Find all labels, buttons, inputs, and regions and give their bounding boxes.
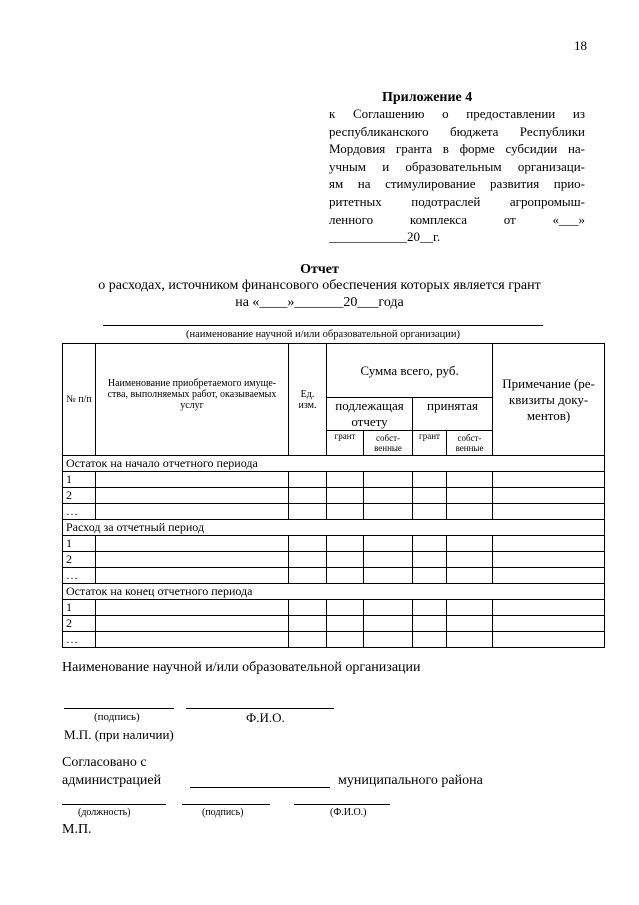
section-title: Остаток на конец отчетного периода bbox=[63, 584, 605, 600]
row-num: … bbox=[63, 568, 96, 584]
fio-caption: Ф.И.О. bbox=[246, 710, 285, 725]
position-caption: (должность) bbox=[78, 807, 131, 818]
page-number: 18 bbox=[574, 38, 587, 53]
appendix-text bbox=[329, 105, 585, 246]
signature-line-2 bbox=[182, 804, 270, 805]
header-unit: Ед. изм. bbox=[289, 344, 327, 456]
report-date-line: на «____»_______20___года bbox=[235, 295, 404, 310]
signature-caption: (подпись) bbox=[94, 711, 140, 723]
report-title: Отчет bbox=[300, 262, 339, 277]
district-label: муниципального района bbox=[338, 773, 483, 788]
row-num: 1 bbox=[63, 472, 96, 488]
row-num: 2 bbox=[63, 616, 96, 632]
row-num: 1 bbox=[63, 600, 96, 616]
row-num: 2 bbox=[63, 488, 96, 504]
section-title: Расход за отчетный период bbox=[63, 520, 605, 536]
report-subtitle: о расходах, источником финансового обеспечения которых является грант bbox=[98, 278, 541, 293]
stamp-caption: М.П. (при наличии) bbox=[64, 727, 174, 742]
agreed-label: Согласовано с bbox=[62, 755, 147, 770]
signature-line bbox=[64, 708, 174, 709]
fio-line-2 bbox=[294, 804, 390, 805]
fio-caption-2: (Ф.И.О.) bbox=[330, 807, 367, 818]
header-grant: грант bbox=[327, 431, 364, 456]
header-name: Наименование приобретаемого имуще-ства, выполняемых работ, оказываемых услуг bbox=[96, 344, 289, 456]
appendix-line: учным и образовательным организаци- bbox=[329, 158, 585, 174]
appendix-line: республиканского бюджета Республики bbox=[329, 123, 585, 139]
appendix-line: ленного комплекса от «___» bbox=[329, 211, 585, 227]
appendix-line: ям на стимулирование развития прио- bbox=[329, 176, 585, 192]
header-own: собст-венные bbox=[447, 431, 493, 456]
org-name-caption: (наименование научной и/или образовательной организации) bbox=[186, 329, 460, 340]
org-name-line bbox=[103, 325, 543, 326]
header-num: № п/п bbox=[63, 344, 96, 456]
administration-line bbox=[190, 787, 330, 788]
report-table bbox=[62, 343, 605, 648]
header-accepted: принятая bbox=[413, 398, 493, 431]
row-num: 1 bbox=[63, 536, 96, 552]
header-reportable: подлежащая отчету bbox=[327, 398, 413, 431]
fio-line bbox=[186, 708, 334, 709]
row-num: 2 bbox=[63, 552, 96, 568]
org-name-label: Наименование научной и/или образовательной организации bbox=[62, 660, 421, 675]
appendix-line: к Соглашению о предоставлении из bbox=[329, 106, 585, 121]
appendix-line: ____________20__г. bbox=[329, 229, 441, 245]
administration-label: администрацией bbox=[62, 773, 162, 788]
header-own: собст-венные bbox=[364, 431, 413, 456]
stamp-label-2: М.П. bbox=[62, 822, 92, 837]
position-line bbox=[62, 804, 166, 805]
header-sum: Сумма всего, руб. bbox=[327, 344, 493, 398]
appendix-title: Приложение 4 bbox=[382, 90, 473, 105]
header-note: Примечание (ре-квизиты доку-ментов) bbox=[493, 344, 605, 456]
signature-caption-2: (подпись) bbox=[202, 807, 244, 818]
row-num: … bbox=[63, 504, 96, 520]
row-num: … bbox=[63, 632, 96, 648]
header-grant: грант bbox=[413, 431, 447, 456]
appendix-line: ритетных подотраслей агропромыш- bbox=[329, 193, 585, 209]
appendix-line: Мордовия гранта в форме субсидии на- bbox=[329, 141, 585, 157]
section-title: Остаток на начало отчетного периода bbox=[63, 456, 605, 472]
